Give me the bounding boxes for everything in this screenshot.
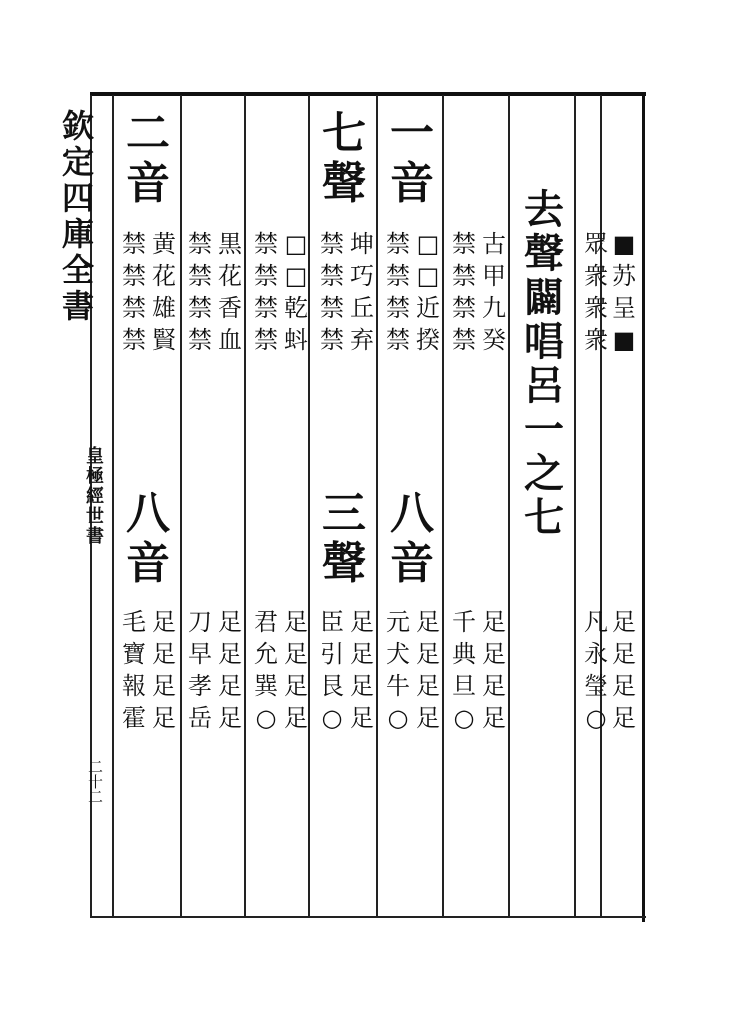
glyph: 禁 <box>254 230 278 258</box>
glyph: 旦 <box>452 672 476 700</box>
glyph: 霍 <box>122 704 146 732</box>
glyph: 音 <box>390 158 434 209</box>
glyph: 禁 <box>188 294 212 322</box>
column-1-mid <box>452 232 476 352</box>
glyph: 足 <box>284 704 308 732</box>
glyph: 衆 <box>584 326 608 354</box>
column-2-end <box>386 610 410 730</box>
glyph: 禁 <box>122 262 146 290</box>
glyph: 足 <box>416 608 440 636</box>
column-3-top <box>350 232 374 352</box>
glyph: 弃 <box>350 326 374 354</box>
glyph: 闢 <box>524 274 564 321</box>
glyph: 報 <box>122 672 146 700</box>
glyph: 血 <box>218 326 242 354</box>
sound-label-qi-sheng <box>322 108 366 209</box>
glyph: 足 <box>284 608 308 636</box>
glyph: 犬 <box>386 640 410 668</box>
glyph: ○ <box>255 704 277 732</box>
glyph: 黒 <box>218 230 242 258</box>
glyph: 足 <box>152 640 176 668</box>
glyph: 定 <box>62 143 95 181</box>
glyph: 允 <box>254 640 278 668</box>
glyph: 七 <box>322 108 366 159</box>
glyph: 足 <box>416 640 440 668</box>
glyph: 千 <box>452 608 476 636</box>
glyph: 八 <box>126 488 170 539</box>
page-title <box>524 186 564 541</box>
header-bottom-b <box>584 610 608 730</box>
glyph: □ <box>284 262 308 290</box>
glyph: 君 <box>254 608 278 636</box>
glyph: 牛 <box>386 672 410 700</box>
column-5-end <box>188 610 212 730</box>
glyph: 八 <box>390 488 434 539</box>
glyph: 四 <box>62 179 95 217</box>
glyph: 十 <box>88 773 104 791</box>
glyph: 足 <box>612 608 636 636</box>
column-rule <box>112 95 114 917</box>
glyph: 欽 <box>62 107 95 145</box>
glyph: 庫 <box>62 215 95 253</box>
glyph: 孝 <box>188 672 212 700</box>
glyph: 巧 <box>350 262 374 290</box>
glyph: 全 <box>62 251 95 289</box>
column-3-mid <box>320 232 344 352</box>
glyph: 禁 <box>452 262 476 290</box>
glyph: 世 <box>86 506 104 527</box>
glyph: 禁 <box>188 326 212 354</box>
glyph: 極 <box>86 466 104 487</box>
glyph: 足 <box>152 704 176 732</box>
glyph: 瑩 <box>584 672 608 700</box>
column-5-top <box>218 232 242 352</box>
glyph: 揆 <box>416 326 440 354</box>
glyph: 乾 <box>284 294 308 322</box>
column-5-mid <box>188 232 212 352</box>
glyph: ■ <box>612 326 636 354</box>
column-rule <box>574 95 576 917</box>
column-4-end <box>254 610 278 730</box>
work-title <box>86 448 104 546</box>
column-1-bottom <box>482 610 506 730</box>
glyph: 禁 <box>452 326 476 354</box>
book-title <box>62 107 95 325</box>
glyph: ○ <box>321 704 343 732</box>
glyph: □ <box>284 230 308 258</box>
glyph: 足 <box>284 672 308 700</box>
header-bottom-a <box>612 610 636 730</box>
column-rule <box>244 95 246 917</box>
glyph: 禁 <box>386 262 410 290</box>
sound-label-ba-yin-2 <box>126 488 170 589</box>
glyph: 蚪 <box>284 326 308 354</box>
glyph: 花 <box>152 262 176 290</box>
column-6-bottom <box>152 610 176 730</box>
column-rule <box>442 95 444 917</box>
glyph: 聲 <box>322 158 366 209</box>
glyph: 書 <box>86 526 104 547</box>
column-6-top <box>152 232 176 352</box>
glyph: 毛 <box>122 608 146 636</box>
glyph: 足 <box>218 704 242 732</box>
glyph: 皇 <box>86 446 104 467</box>
glyph: 足 <box>612 640 636 668</box>
glyph: 經 <box>86 486 104 507</box>
column-rule <box>600 95 602 917</box>
glyph: 足 <box>416 704 440 732</box>
glyph: 音 <box>126 158 170 209</box>
page-number <box>88 760 103 805</box>
glyph: 呂 <box>524 362 564 409</box>
glyph: 呈 <box>612 294 636 322</box>
glyph: 花 <box>218 262 242 290</box>
sound-label-yi-yin <box>390 108 434 209</box>
glyph: 足 <box>350 672 374 700</box>
column-rule <box>308 95 310 917</box>
glyph: 禁 <box>320 262 344 290</box>
glyph: 二 <box>88 758 104 776</box>
glyph: 禁 <box>320 326 344 354</box>
glyph: □ <box>416 262 440 290</box>
glyph: 禁 <box>320 230 344 258</box>
glyph: 元 <box>386 608 410 636</box>
glyph: 禁 <box>386 294 410 322</box>
glyph: 衆 <box>584 294 608 322</box>
glyph: 聲 <box>524 230 564 277</box>
glyph: 禁 <box>188 230 212 258</box>
glyph: 衆 <box>584 262 608 290</box>
sound-label-san-sheng <box>322 488 366 589</box>
glyph: 足 <box>350 640 374 668</box>
glyph: 禁 <box>122 294 146 322</box>
glyph: 雄 <box>152 294 176 322</box>
column-4-bottom <box>284 610 308 730</box>
glyph: 二 <box>88 788 104 806</box>
glyph: ■ <box>612 230 636 258</box>
column-3-end <box>320 610 344 730</box>
glyph: 凡 <box>584 608 608 636</box>
glyph: 禁 <box>122 326 146 354</box>
glyph: 書 <box>62 287 95 325</box>
glyph: 苏 <box>612 262 636 290</box>
column-rule <box>508 95 510 917</box>
glyph: 永 <box>584 640 608 668</box>
glyph: 音 <box>390 538 434 589</box>
glyph: 早 <box>188 640 212 668</box>
glyph: 禁 <box>254 326 278 354</box>
column-4-mid <box>254 232 278 352</box>
column-2-bottom <box>416 610 440 730</box>
sound-label-er-yin <box>126 108 170 209</box>
glyph: 禁 <box>386 230 410 258</box>
glyph: 足 <box>350 608 374 636</box>
glyph: 禁 <box>320 294 344 322</box>
glyph: 足 <box>218 672 242 700</box>
glyph: 寶 <box>122 640 146 668</box>
glyph: 坤 <box>350 230 374 258</box>
glyph: 去 <box>524 186 564 233</box>
header-top-a <box>612 232 636 352</box>
glyph: 足 <box>152 672 176 700</box>
glyph: 之 <box>524 450 564 497</box>
glyph: 三 <box>322 488 366 539</box>
glyph: 足 <box>482 608 506 636</box>
glyph: 一 <box>390 108 434 159</box>
glyph: 足 <box>612 672 636 700</box>
glyph: ○ <box>387 704 409 732</box>
glyph: 禁 <box>386 326 410 354</box>
glyph: 足 <box>482 672 506 700</box>
glyph: 禁 <box>188 262 212 290</box>
right-border <box>642 92 645 922</box>
column-1-end <box>452 610 476 730</box>
glyph: 一 <box>524 406 564 453</box>
glyph: 足 <box>284 640 308 668</box>
glyph: 艮 <box>320 672 344 700</box>
glyph: 足 <box>416 672 440 700</box>
glyph: 足 <box>482 704 506 732</box>
glyph: 甲 <box>482 262 506 290</box>
glyph: 足 <box>482 640 506 668</box>
column-5-bottom <box>218 610 242 730</box>
glyph: 足 <box>350 704 374 732</box>
column-rule <box>376 95 378 917</box>
glyph: 足 <box>218 608 242 636</box>
column-2-top <box>416 232 440 352</box>
glyph: 聲 <box>322 538 366 589</box>
glyph: 音 <box>126 538 170 589</box>
glyph: 臣 <box>320 608 344 636</box>
glyph: 足 <box>152 608 176 636</box>
glyph: 賢 <box>152 326 176 354</box>
top-border <box>90 92 646 96</box>
column-3-bottom <box>350 610 374 730</box>
glyph: ○ <box>585 704 607 732</box>
glyph: ○ <box>453 704 475 732</box>
column-1-top <box>482 232 506 352</box>
glyph: 典 <box>452 640 476 668</box>
glyph: 九 <box>482 294 506 322</box>
column-4-top <box>284 232 308 352</box>
glyph: 刀 <box>188 608 212 636</box>
glyph: □ <box>416 230 440 258</box>
glyph: 巽 <box>254 672 278 700</box>
glyph: 岳 <box>188 704 212 732</box>
glyph: 眾 <box>584 230 608 258</box>
header-top-b <box>584 232 608 352</box>
glyph: 禁 <box>122 230 146 258</box>
glyph: 禁 <box>254 294 278 322</box>
glyph: 禁 <box>452 294 476 322</box>
glyph: 二 <box>126 108 170 159</box>
glyph: 足 <box>612 704 636 732</box>
glyph: 禁 <box>254 262 278 290</box>
glyph: 癸 <box>482 326 506 354</box>
column-6-end <box>122 610 146 730</box>
glyph: 近 <box>416 294 440 322</box>
glyph: 丘 <box>350 294 374 322</box>
glyph: 引 <box>320 640 344 668</box>
glyph: 唱 <box>524 318 564 365</box>
glyph: 七 <box>524 494 564 541</box>
sound-label-ba-yin <box>390 488 434 589</box>
bottom-border <box>90 916 646 918</box>
glyph: 禁 <box>452 230 476 258</box>
column-rule <box>180 95 182 917</box>
glyph: 香 <box>218 294 242 322</box>
glyph: 古 <box>482 230 506 258</box>
column-2-mid <box>386 232 410 352</box>
glyph: 黄 <box>152 230 176 258</box>
glyph: 足 <box>218 640 242 668</box>
column-6-mid <box>122 232 146 352</box>
